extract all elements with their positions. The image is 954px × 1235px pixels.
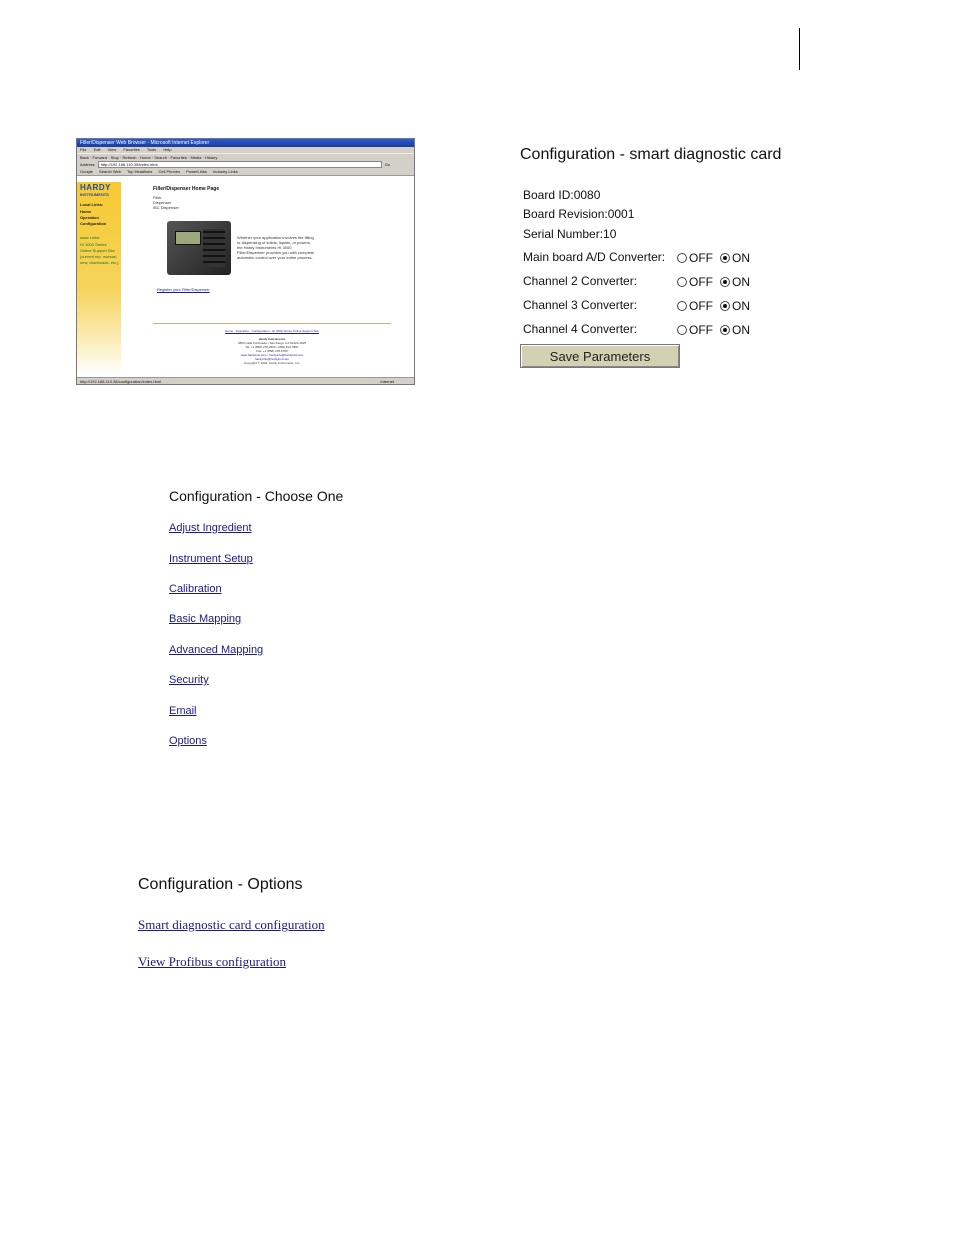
- browser-window-screenshot: [76, 138, 415, 385]
- footer-links[interactable]: Home · Operation · Configuration · HI 3000 Series Online Support Site: [225, 329, 319, 333]
- www-link[interactable]: Online Support Site: [80, 248, 115, 253]
- menu-favorites[interactable]: Favorites: [123, 147, 140, 152]
- menu-tools[interactable]: Tools: [146, 147, 157, 152]
- radio-off-icon[interactable]: [677, 325, 687, 335]
- converter-ch4-on[interactable]: [720, 323, 750, 337]
- link-calibration[interactable]: Calibration: [169, 583, 222, 595]
- converter-ch3-on[interactable]: [720, 299, 750, 313]
- page-description: Whether your application involves the filling or dispensing of solids, liquids, or powers, the Hardy Instruments HI 3000 Filler/Dispenser provides you with complete automatic control over your entire process.: [237, 235, 315, 260]
- www-links-label: www Links:: [80, 235, 101, 240]
- converter-label-ch2: Channel 2 Converter:: [523, 274, 638, 288]
- status-text: http://192.168.110.35/configuration/index.html: [80, 379, 161, 384]
- browser-content: [77, 182, 414, 375]
- browser-toolbar[interactable]: Back · Forward · Stop · Refresh · Home · Search · Favorites · Media · History: [77, 153, 414, 161]
- browser-links-bar: [77, 168, 414, 176]
- board-revision: Board Revision:0001: [523, 207, 635, 221]
- footer-line[interactable]: hardyinfo@hardyinst.com: [254, 357, 290, 361]
- footer-line: Hardy Instruments: [258, 337, 286, 341]
- device-screen: [175, 231, 201, 245]
- links-item[interactable]: Top Headlines: [127, 169, 153, 174]
- sdc-title: Configuration - smart diagnostic card: [520, 146, 782, 163]
- device-keypad: [203, 229, 225, 267]
- converter-main-off[interactable]: [677, 251, 713, 265]
- menu-help[interactable]: Help: [163, 147, 172, 152]
- sidebar-nav-operation[interactable]: Operation: [80, 215, 99, 220]
- radio-on-icon[interactable]: [720, 253, 730, 263]
- board-id: Board ID:0080: [523, 188, 601, 202]
- links-item[interactable]: Cell Phones: [158, 169, 181, 174]
- controller-device-image: [167, 221, 231, 275]
- radio-on-icon[interactable]: [720, 277, 730, 287]
- converter-ch2-on[interactable]: [720, 275, 750, 289]
- on-label: ON: [732, 275, 750, 289]
- page-footer: [153, 329, 391, 365]
- radio-off-icon[interactable]: [677, 253, 687, 263]
- choose-title: Configuration - Choose One: [169, 488, 344, 504]
- hardy-logo-sub: INSTRUMENTS: [80, 192, 109, 197]
- page-heading: Filler/Dispenser Home Page: [153, 186, 220, 192]
- radio-off-icon[interactable]: [677, 277, 687, 287]
- link-adjust-ingredient[interactable]: Adjust Ingredient: [169, 522, 252, 534]
- converter-ch3-off[interactable]: [677, 299, 713, 313]
- converter-ch2-off[interactable]: [677, 275, 713, 289]
- link-instrument-setup[interactable]: Instrument Setup: [169, 553, 253, 565]
- address-label: Address: [80, 162, 95, 167]
- converter-label-ch3: Channel 3 Converter:: [523, 298, 638, 312]
- go-button[interactable]: Go: [384, 162, 391, 167]
- browser-status-bar: [77, 377, 414, 384]
- serial-number: Serial Number:10: [523, 227, 617, 241]
- on-label: ON: [732, 251, 750, 265]
- hardy-logo: HARDY: [80, 183, 111, 192]
- link-security[interactable]: Security: [169, 674, 209, 686]
- menu-edit[interactable]: Edit: [93, 147, 101, 152]
- link-basic-mapping[interactable]: Basic Mapping: [169, 613, 242, 625]
- menu-file[interactable]: File: [80, 147, 87, 152]
- footer-divider: [153, 323, 391, 324]
- links-item[interactable]: Industry Links: [213, 169, 238, 174]
- links-item[interactable]: Search Web: [99, 169, 121, 174]
- link-advanced-mapping[interactable]: Advanced Mapping: [169, 644, 264, 656]
- browser-main: [153, 186, 393, 210]
- page-line: Dispenser: [153, 200, 172, 205]
- register-link[interactable]: Register your Filler/Dispenser: [157, 287, 210, 292]
- local-links-label: Local Links:: [80, 202, 104, 207]
- save-parameters-button[interactable]: Save Parameters: [520, 344, 680, 368]
- status-zone: Internet: [380, 379, 394, 384]
- link-options[interactable]: Options: [169, 735, 207, 747]
- www-link[interactable]: (current rep. manual,: [80, 254, 118, 259]
- link-email[interactable]: Email: [169, 705, 197, 717]
- footer-line: 3860 Calle Fortunada • San Diego, CA 92123-1825: [237, 341, 307, 345]
- radio-off-icon[interactable]: [677, 301, 687, 311]
- footer-line: Copyright © 2003, Hardy Instruments, Inc.: [243, 361, 301, 365]
- sidebar-nav-home[interactable]: Home: [80, 209, 92, 214]
- link-smart-diagnostic-card-configuration[interactable]: Smart diagnostic card configuration: [138, 917, 325, 932]
- page-line: IBC Dispenser: [153, 205, 179, 210]
- off-label: OFF: [689, 299, 713, 313]
- on-label: ON: [732, 299, 750, 313]
- converter-ch4-off[interactable]: [677, 323, 713, 337]
- off-label: OFF: [689, 323, 713, 337]
- menu-view[interactable]: View: [107, 147, 117, 152]
- link-view-profibus-configuration[interactable]: View Profibus configuration: [138, 954, 286, 969]
- browser-sidebar: [77, 182, 121, 375]
- converter-main-on[interactable]: [720, 251, 750, 265]
- page-line: Filler: [153, 195, 162, 200]
- links-item[interactable]: Google: [80, 169, 93, 174]
- off-label: OFF: [689, 275, 713, 289]
- footer-line: Tel: +1 (858) 278-2900 • (800) 821-5831: [245, 345, 299, 349]
- address-input[interactable]: http://192.168.110.35/index.html: [98, 161, 382, 168]
- off-label: OFF: [689, 251, 713, 265]
- sidebar-nav-configuration[interactable]: Configuration: [80, 221, 107, 226]
- links-item[interactable]: PowerLinks: [186, 169, 207, 174]
- www-link[interactable]: HI 3000 Series: [80, 242, 107, 247]
- on-label: ON: [732, 323, 750, 337]
- www-link[interactable]: new, downloads, etc.): [80, 260, 119, 265]
- converter-label-main: Main board A/D Converter:: [523, 250, 666, 264]
- options-title: Configuration - Options: [138, 876, 303, 893]
- radio-on-icon[interactable]: [720, 325, 730, 335]
- browser-address-bar: [77, 161, 414, 168]
- radio-on-icon[interactable]: [720, 301, 730, 311]
- page-margin-rule: [799, 28, 800, 70]
- footer-line: Fax: +1 (858) 278-6700: [256, 349, 288, 353]
- converter-label-ch4: Channel 4 Converter:: [523, 322, 638, 336]
- footer-line[interactable]: www.hardyinst.com • hardyinfo@hardyinst.com: [240, 353, 304, 357]
- browser-title-bar: Filler/Dispenser Web Browser - Microsoft Internet Explorer: [77, 139, 414, 147]
